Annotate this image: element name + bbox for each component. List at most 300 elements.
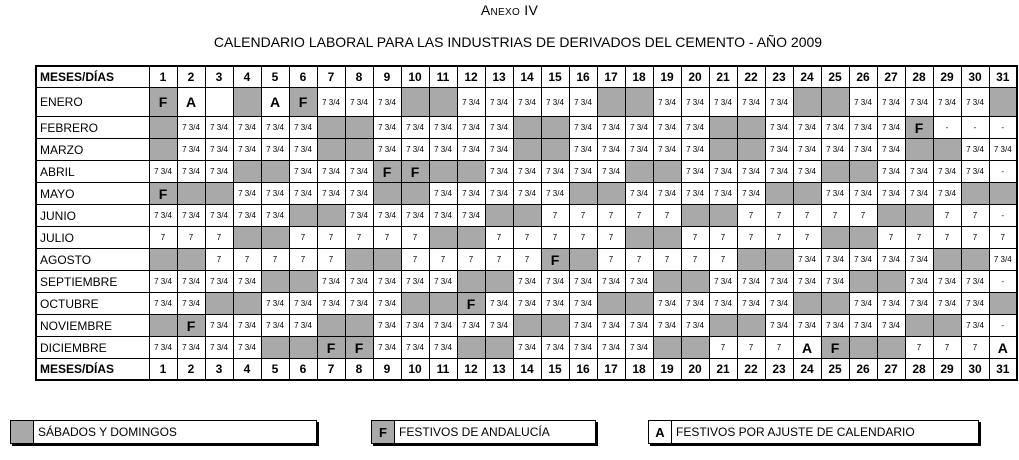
day-number: 14 bbox=[513, 359, 541, 381]
day-number: 21 bbox=[709, 66, 737, 88]
hours-cell: 7 3/4 bbox=[625, 337, 653, 359]
hours-cell: 7 bbox=[877, 227, 905, 249]
hours-cell: 7 3/4 bbox=[681, 88, 709, 117]
andalucia-holiday-cell: F bbox=[401, 161, 429, 183]
weekend-swatch bbox=[11, 421, 34, 443]
hours-cell: 7 3/4 bbox=[905, 271, 933, 293]
weekend-cell bbox=[961, 183, 989, 205]
hours-cell: 7 bbox=[597, 249, 625, 271]
hours-cell: 7 bbox=[485, 227, 513, 249]
hours-cell: 7 3/4 bbox=[625, 183, 653, 205]
hours-cell: 7 bbox=[737, 227, 765, 249]
hours-cell: 7 3/4 bbox=[681, 293, 709, 315]
month-name: NOVIEMBRE bbox=[36, 315, 149, 337]
weekend-cell bbox=[653, 227, 681, 249]
weekend-cell bbox=[541, 315, 569, 337]
hours-cell: - bbox=[961, 117, 989, 139]
hours-cell: 7 3/4 bbox=[345, 293, 373, 315]
hours-cell: 7 3/4 bbox=[289, 117, 317, 139]
weekend-cell bbox=[681, 337, 709, 359]
day-number: 7 bbox=[317, 359, 345, 381]
hours-cell: - bbox=[989, 161, 1017, 183]
weekend-cell bbox=[849, 227, 877, 249]
header-row-bottom bbox=[36, 359, 1017, 381]
hours-cell: 7 bbox=[933, 205, 961, 227]
hours-cell: 7 bbox=[709, 337, 737, 359]
hours-cell: 7 3/4 bbox=[821, 249, 849, 271]
weekend-cell bbox=[877, 205, 905, 227]
weekend-cell bbox=[933, 315, 961, 337]
weekend-cell bbox=[149, 315, 177, 337]
hours-cell: 7 3/4 bbox=[793, 249, 821, 271]
hours-cell: 7 3/4 bbox=[933, 293, 961, 315]
hours-cell: 7 3/4 bbox=[793, 315, 821, 337]
hours-cell: 7 bbox=[905, 337, 933, 359]
month-name: DICIEMBRE bbox=[36, 337, 149, 359]
hours-cell: 7 3/4 bbox=[793, 117, 821, 139]
hours-cell: 7 3/4 bbox=[737, 161, 765, 183]
weekend-cell bbox=[345, 117, 373, 139]
weekend-cell bbox=[793, 183, 821, 205]
hours-cell: 7 3/4 bbox=[681, 139, 709, 161]
hours-cell: 7 3/4 bbox=[317, 161, 345, 183]
hours-cell: 7 bbox=[737, 337, 765, 359]
weekend-cell bbox=[345, 315, 373, 337]
hours-cell: 7 bbox=[709, 249, 737, 271]
hours-cell: 7 3/4 bbox=[653, 315, 681, 337]
hours-cell: 7 3/4 bbox=[709, 88, 737, 117]
hours-cell: 7 3/4 bbox=[541, 88, 569, 117]
weekend-cell bbox=[849, 337, 877, 359]
hours-cell: 7 3/4 bbox=[233, 139, 261, 161]
hours-cell: 7 3/4 bbox=[177, 161, 205, 183]
hours-cell: 7 3/4 bbox=[373, 337, 401, 359]
weekend-cell bbox=[541, 139, 569, 161]
day-number: 3 bbox=[205, 66, 233, 88]
weekend-cell bbox=[457, 337, 485, 359]
day-number: 4 bbox=[233, 359, 261, 381]
day-number: 16 bbox=[569, 359, 597, 381]
weekend-cell bbox=[457, 271, 485, 293]
hours-cell: 7 3/4 bbox=[513, 271, 541, 293]
hours-cell: 7 3/4 bbox=[849, 117, 877, 139]
hours-cell: 7 3/4 bbox=[905, 249, 933, 271]
hours-cell: 7 3/4 bbox=[261, 139, 289, 161]
weekend-cell bbox=[429, 161, 457, 183]
hours-cell: 7 3/4 bbox=[765, 293, 793, 315]
hours-cell: - bbox=[989, 117, 1017, 139]
weekend-cell bbox=[597, 88, 625, 117]
weekend-cell bbox=[681, 205, 709, 227]
month-row bbox=[36, 337, 1017, 359]
hours-cell: 7 3/4 bbox=[849, 249, 877, 271]
hours-cell: 7 3/4 bbox=[289, 161, 317, 183]
day-number: 26 bbox=[849, 359, 877, 381]
weekend-cell bbox=[793, 293, 821, 315]
day-number: 18 bbox=[625, 66, 653, 88]
hours-cell: 7 3/4 bbox=[653, 183, 681, 205]
weekend-cell bbox=[597, 293, 625, 315]
hours-cell: 7 3/4 bbox=[541, 337, 569, 359]
hours-cell: 7 3/4 bbox=[765, 117, 793, 139]
hours-cell: 7 3/4 bbox=[541, 271, 569, 293]
hours-cell: 7 3/4 bbox=[961, 88, 989, 117]
page-title: CALENDARIO LABORAL PARA LAS INDUSTRIAS DE DERIVADOS DEL CEMENTO - AÑO 2009 bbox=[213, 34, 823, 50]
hours-cell: 7 3/4 bbox=[457, 117, 485, 139]
month-row bbox=[36, 249, 1017, 271]
hours-cell: 7 3/4 bbox=[653, 117, 681, 139]
hours-cell: 7 3/4 bbox=[457, 139, 485, 161]
hours-cell: 7 3/4 bbox=[149, 271, 177, 293]
hours-cell: 7 3/4 bbox=[541, 293, 569, 315]
day-number: 1 bbox=[149, 66, 177, 88]
hours-cell: 7 3/4 bbox=[933, 183, 961, 205]
hours-cell: 7 3/4 bbox=[233, 271, 261, 293]
weekend-cell bbox=[933, 249, 961, 271]
hours-cell: 7 3/4 bbox=[429, 315, 457, 337]
weekend-cell bbox=[989, 293, 1017, 315]
weekend-cell bbox=[485, 337, 513, 359]
hours-cell: 7 3/4 bbox=[709, 293, 737, 315]
annex-label: Anexo IV bbox=[480, 2, 539, 18]
weekend-cell bbox=[345, 139, 373, 161]
day-number: 15 bbox=[541, 359, 569, 381]
weekend-cell bbox=[821, 227, 849, 249]
weekend-cell bbox=[625, 227, 653, 249]
hours-cell: 7 3/4 bbox=[597, 315, 625, 337]
month-row bbox=[36, 161, 1017, 183]
hours-cell: 7 3/4 bbox=[149, 205, 177, 227]
hours-cell: 7 3/4 bbox=[597, 337, 625, 359]
day-number: 1 bbox=[149, 359, 177, 381]
hours-cell: 7 3/4 bbox=[177, 337, 205, 359]
hours-cell: 7 bbox=[737, 205, 765, 227]
hours-cell: 7 3/4 bbox=[261, 293, 289, 315]
hours-cell: 7 3/4 bbox=[793, 139, 821, 161]
hours-cell: 7 bbox=[961, 227, 989, 249]
hours-cell: 7 bbox=[905, 227, 933, 249]
hours-cell: 7 bbox=[317, 227, 345, 249]
hours-cell: 7 3/4 bbox=[793, 271, 821, 293]
hours-cell: 7 bbox=[485, 249, 513, 271]
weekend-cell bbox=[653, 337, 681, 359]
header-label: MESES/DÍAS bbox=[36, 359, 149, 381]
hours-cell: 7 3/4 bbox=[373, 139, 401, 161]
hours-cell: 7 3/4 bbox=[345, 88, 373, 117]
hours-cell: 7 3/4 bbox=[569, 117, 597, 139]
weekend-cell bbox=[821, 293, 849, 315]
hours-cell: 7 3/4 bbox=[485, 293, 513, 315]
day-number: 24 bbox=[793, 359, 821, 381]
weekend-cell bbox=[317, 139, 345, 161]
hours-cell: 7 3/4 bbox=[653, 88, 681, 117]
hours-cell: 7 3/4 bbox=[877, 293, 905, 315]
hours-cell: 7 3/4 bbox=[625, 139, 653, 161]
hours-cell: 7 3/4 bbox=[765, 139, 793, 161]
hours-cell: 7 3/4 bbox=[345, 205, 373, 227]
hours-cell: 7 3/4 bbox=[569, 315, 597, 337]
hours-cell: 7 3/4 bbox=[261, 183, 289, 205]
hours-cell: 7 3/4 bbox=[569, 161, 597, 183]
hours-cell: 7 3/4 bbox=[177, 293, 205, 315]
andalucia-holiday-cell: F bbox=[905, 117, 933, 139]
weekend-cell bbox=[373, 183, 401, 205]
month-row bbox=[36, 139, 1017, 161]
weekend-cell bbox=[289, 337, 317, 359]
hours-cell: 7 3/4 bbox=[177, 271, 205, 293]
hours-cell: 7 bbox=[989, 227, 1017, 249]
hours-cell: 7 3/4 bbox=[653, 139, 681, 161]
weekend-cell bbox=[653, 161, 681, 183]
day-number: 20 bbox=[681, 359, 709, 381]
hours-cell: 7 3/4 bbox=[709, 161, 737, 183]
day-number: 6 bbox=[289, 66, 317, 88]
hours-cell: 7 3/4 bbox=[373, 315, 401, 337]
weekend-cell bbox=[849, 271, 877, 293]
hours-cell: 7 3/4 bbox=[485, 183, 513, 205]
day-number: 30 bbox=[961, 66, 989, 88]
hours-cell: 7 3/4 bbox=[905, 88, 933, 117]
hours-cell: 7 3/4 bbox=[429, 337, 457, 359]
hours-cell: 7 3/4 bbox=[961, 139, 989, 161]
hours-cell: 7 3/4 bbox=[681, 117, 709, 139]
day-number: 2 bbox=[177, 66, 205, 88]
weekend-cell bbox=[569, 183, 597, 205]
hours-cell: 7 3/4 bbox=[149, 337, 177, 359]
hours-cell: 7 3/4 bbox=[877, 249, 905, 271]
hours-cell: 7 3/4 bbox=[485, 315, 513, 337]
hours-cell: 7 3/4 bbox=[569, 293, 597, 315]
day-number: 20 bbox=[681, 66, 709, 88]
hours-cell: 7 3/4 bbox=[457, 315, 485, 337]
hours-cell: 7 3/4 bbox=[205, 315, 233, 337]
month-name: SEPTIEMBRE bbox=[36, 271, 149, 293]
hours-cell: 7 3/4 bbox=[961, 293, 989, 315]
weekend-cell bbox=[233, 161, 261, 183]
weekend-cell bbox=[205, 183, 233, 205]
weekend-cell bbox=[401, 88, 429, 117]
hours-cell: 7 3/4 bbox=[317, 183, 345, 205]
hours-cell: 7 bbox=[317, 249, 345, 271]
hours-cell: 7 bbox=[709, 227, 737, 249]
day-number: 28 bbox=[905, 66, 933, 88]
day-number: 17 bbox=[597, 359, 625, 381]
header-label: MESES/DÍAS bbox=[36, 66, 149, 88]
hours-cell: 7 3/4 bbox=[401, 271, 429, 293]
hours-cell: - bbox=[989, 315, 1017, 337]
hours-cell: 7 bbox=[681, 227, 709, 249]
hours-cell: 7 3/4 bbox=[877, 161, 905, 183]
legend-ajuste-label: FESTIVOS POR AJUSTE DE CALENDARIO bbox=[676, 425, 915, 439]
hours-cell: 7 3/4 bbox=[485, 88, 513, 117]
hours-cell: 7 3/4 bbox=[205, 337, 233, 359]
work-calendar-table bbox=[35, 65, 1018, 381]
month-row bbox=[36, 293, 1017, 315]
hours-cell: 7 3/4 bbox=[401, 205, 429, 227]
weekend-cell bbox=[737, 139, 765, 161]
month-name: ENERO bbox=[36, 88, 149, 117]
hours-cell: 7 bbox=[541, 227, 569, 249]
hours-cell: 7 3/4 bbox=[961, 271, 989, 293]
hours-cell: 7 3/4 bbox=[317, 293, 345, 315]
day-number: 8 bbox=[345, 359, 373, 381]
weekend-cell bbox=[429, 227, 457, 249]
weekend-cell bbox=[289, 271, 317, 293]
hours-cell: 7 bbox=[261, 249, 289, 271]
hours-cell: 7 3/4 bbox=[709, 183, 737, 205]
weekend-cell bbox=[709, 315, 737, 337]
day-number: 12 bbox=[457, 359, 485, 381]
hours-cell: 7 bbox=[765, 227, 793, 249]
weekend-cell bbox=[485, 271, 513, 293]
hours-cell: 7 3/4 bbox=[429, 183, 457, 205]
ajuste-holiday-cell: A bbox=[793, 337, 821, 359]
weekend-cell bbox=[261, 161, 289, 183]
hours-cell: 7 3/4 bbox=[345, 183, 373, 205]
hours-cell: 7 3/4 bbox=[401, 139, 429, 161]
hours-cell: 7 3/4 bbox=[877, 139, 905, 161]
hours-cell: 7 bbox=[569, 205, 597, 227]
hours-cell: 7 3/4 bbox=[289, 293, 317, 315]
hours-cell: 7 3/4 bbox=[541, 183, 569, 205]
day-number: 24 bbox=[793, 66, 821, 88]
hours-cell: 7 3/4 bbox=[597, 139, 625, 161]
hours-cell: 7 3/4 bbox=[485, 139, 513, 161]
weekend-cell bbox=[765, 183, 793, 205]
day-number: 14 bbox=[513, 66, 541, 88]
hours-cell: 7 bbox=[933, 227, 961, 249]
hours-cell: 7 3/4 bbox=[877, 315, 905, 337]
hours-cell: 7 3/4 bbox=[233, 315, 261, 337]
weekend-cell bbox=[513, 205, 541, 227]
hours-cell: 7 3/4 bbox=[681, 183, 709, 205]
legend-weekend-label: SÁBADOS Y DOMINGOS bbox=[38, 425, 177, 439]
hours-cell: 7 3/4 bbox=[961, 315, 989, 337]
day-number: 30 bbox=[961, 359, 989, 381]
hours-cell: 7 bbox=[289, 249, 317, 271]
hours-cell: 7 bbox=[401, 227, 429, 249]
weekend-cell bbox=[233, 227, 261, 249]
ajuste-holiday-marker: A bbox=[649, 421, 672, 443]
weekend-cell bbox=[849, 161, 877, 183]
day-number: 5 bbox=[261, 359, 289, 381]
weekend-cell bbox=[401, 183, 429, 205]
hours-cell: 7 3/4 bbox=[205, 161, 233, 183]
month-name: JUNIO bbox=[36, 205, 149, 227]
hours-cell: 7 3/4 bbox=[541, 161, 569, 183]
andalucia-holiday-cell: F bbox=[317, 337, 345, 359]
hours-cell: 7 3/4 bbox=[233, 205, 261, 227]
hours-cell: 7 3/4 bbox=[429, 271, 457, 293]
header-row-top bbox=[36, 66, 1017, 88]
day-number: 15 bbox=[541, 66, 569, 88]
hours-cell: 7 3/4 bbox=[765, 271, 793, 293]
hours-cell: 7 3/4 bbox=[569, 139, 597, 161]
hours-cell: - bbox=[989, 271, 1017, 293]
hours-cell: 7 3/4 bbox=[765, 315, 793, 337]
month-name: FEBRERO bbox=[36, 117, 149, 139]
day-number: 28 bbox=[905, 359, 933, 381]
hours-cell: 7 bbox=[961, 205, 989, 227]
andalucia-holiday-cell: F bbox=[177, 315, 205, 337]
weekend-cell bbox=[485, 205, 513, 227]
legend-weekend bbox=[10, 420, 317, 444]
weekend-cell bbox=[625, 293, 653, 315]
day-number: 7 bbox=[317, 66, 345, 88]
hours-cell: 7 3/4 bbox=[821, 315, 849, 337]
weekend-cell bbox=[569, 249, 597, 271]
hours-cell: 7 3/4 bbox=[625, 117, 653, 139]
hours-cell: 7 3/4 bbox=[849, 315, 877, 337]
hours-cell: 7 3/4 bbox=[737, 88, 765, 117]
hours-cell: 7 3/4 bbox=[289, 183, 317, 205]
weekend-cell bbox=[373, 249, 401, 271]
hours-cell: 7 bbox=[373, 227, 401, 249]
day-number: 12 bbox=[457, 66, 485, 88]
day-number: 4 bbox=[233, 66, 261, 88]
hours-cell: 7 3/4 bbox=[653, 293, 681, 315]
hours-cell: 7 bbox=[513, 249, 541, 271]
weekend-cell bbox=[737, 117, 765, 139]
day-number: 11 bbox=[429, 66, 457, 88]
weekend-cell bbox=[625, 161, 653, 183]
hours-cell: 7 3/4 bbox=[597, 117, 625, 139]
hours-cell: 7 3/4 bbox=[849, 139, 877, 161]
hours-cell: 7 bbox=[821, 205, 849, 227]
weekend-cell bbox=[233, 293, 261, 315]
weekend-cell bbox=[877, 271, 905, 293]
weekend-cell bbox=[149, 139, 177, 161]
day-number: 22 bbox=[737, 66, 765, 88]
hours-cell: 7 bbox=[205, 249, 233, 271]
hours-cell: 7 3/4 bbox=[289, 315, 317, 337]
hours-cell: 7 3/4 bbox=[877, 88, 905, 117]
andalucia-holiday-cell: F bbox=[821, 337, 849, 359]
month-name: JULIO bbox=[36, 227, 149, 249]
hours-cell: 7 3/4 bbox=[149, 161, 177, 183]
hours-cell: 7 bbox=[597, 227, 625, 249]
weekend-cell bbox=[597, 183, 625, 205]
weekend-cell bbox=[793, 88, 821, 117]
hours-cell: 7 3/4 bbox=[345, 161, 373, 183]
hours-cell: 7 bbox=[401, 249, 429, 271]
hours-cell: 7 3/4 bbox=[401, 315, 429, 337]
day-number: 25 bbox=[821, 66, 849, 88]
hours-cell: 7 bbox=[681, 249, 709, 271]
hours-cell: 7 bbox=[149, 227, 177, 249]
day-number: 8 bbox=[345, 66, 373, 88]
hours-cell: 7 3/4 bbox=[457, 183, 485, 205]
day-number: 13 bbox=[485, 66, 513, 88]
hours-cell: 7 3/4 bbox=[933, 271, 961, 293]
weekend-cell bbox=[401, 293, 429, 315]
hours-cell: 7 3/4 bbox=[513, 293, 541, 315]
day-number: 2 bbox=[177, 359, 205, 381]
hours-cell: 7 3/4 bbox=[205, 205, 233, 227]
weekend-cell bbox=[737, 249, 765, 271]
day-number: 16 bbox=[569, 66, 597, 88]
hours-cell: 7 3/4 bbox=[849, 183, 877, 205]
day-number: 27 bbox=[877, 66, 905, 88]
hours-cell: 7 bbox=[765, 205, 793, 227]
hours-cell: 7 bbox=[765, 337, 793, 359]
hours-cell: 7 3/4 bbox=[177, 117, 205, 139]
weekend-cell bbox=[513, 117, 541, 139]
andalucia-holiday-cell: F bbox=[457, 293, 485, 315]
hours-cell: 7 3/4 bbox=[457, 205, 485, 227]
hours-cell: 7 3/4 bbox=[877, 183, 905, 205]
hours-cell: 7 3/4 bbox=[625, 271, 653, 293]
